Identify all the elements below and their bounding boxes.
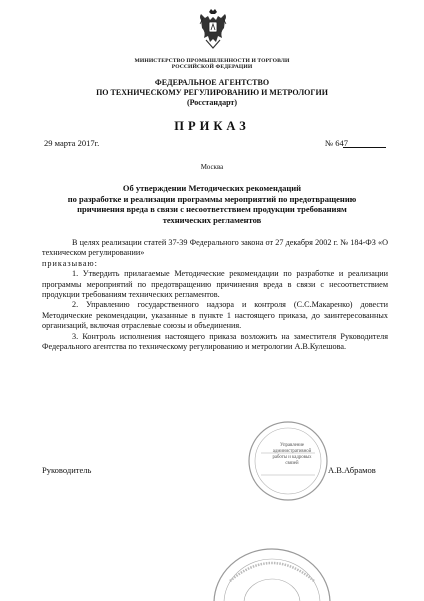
stamp-line-4: связей — [285, 461, 299, 466]
document-type: ПРИКАЗ — [174, 119, 250, 133]
title-line-2: по разработке и реализации программы мероприятий по предотвращению — [67, 193, 357, 204]
signatory-name: А.В.Абрамов — [328, 465, 376, 475]
title-line-3: причинения вреда в связи с несоответствием продукции требованиям — [77, 204, 347, 214]
stamp-line-2: административной — [272, 449, 312, 454]
intro-paragraph — [42, 238, 388, 269]
item-3: 3. Контроль исполнения настоящего приказа возложить на заместителя Руководителя Федерального агентства по техническому регулированию и метрологии А.В.Кулешова. — [42, 331, 388, 352]
agency-name-line2: ПО ТЕХНИЧЕСКОМУ РЕГУЛИРОВАНИЮ И МЕТРОЛОГИИ — [96, 88, 328, 97]
title-line-1: Об утверждении Методических рекомендаций — [122, 183, 302, 193]
document-number: № 647 — [325, 138, 348, 148]
item-2: 2. Управлению государственного надзора и контроля (С.С.Макаренко) довести Методические рекомендации, указанные в пункте 1 настоящего приказа, до заинтересованных организаций, включая отраслевые союзы и объединения. — [42, 300, 388, 331]
ministry-name-line2: РОССИЙСКОЙ ФЕДЕРАЦИИ — [171, 64, 253, 70]
ministry-name-line1: МИНИСТЕРСТВО ПРОМЫШЛЕННОСТИ И ТОРГОВЛИ — [134, 58, 290, 64]
decree-word: приказываю: — [42, 258, 98, 268]
document-body — [42, 238, 388, 352]
document-city: Москва — [200, 163, 224, 171]
registration-stamp — [210, 541, 334, 601]
agency-short-name: (Росстандарт) — [186, 98, 238, 107]
agency-name-line1: ФЕДЕРАЛЬНОЕ АГЕНТСТВО — [154, 78, 270, 87]
stamp-line-1: Управление — [279, 443, 305, 448]
document-title — [40, 183, 384, 225]
number-underline — [343, 147, 386, 148]
item-1: 1. Утвердить прилагаемые Методические рекомендации по разработке и реализации программы мероприятий по предотвращению причинения вреда в связи с несоответствием продукции требованиям технических регламентов. — [42, 269, 388, 300]
stamp-text — [266, 443, 318, 467]
intro-text: В целях реализации статей 37-39 Федерального закона от 27 декабря 2002 г. № 184-ФЗ «О техническом регулировании» — [42, 238, 388, 258]
title-line-4: технических регламентов — [162, 214, 262, 225]
stamp-line-3: работы и кадровых — [272, 455, 312, 460]
document-date: 29 марта 2017г. — [44, 138, 100, 148]
russian-coat-of-arms-icon — [198, 8, 228, 52]
signatory-title: Руководитель — [42, 465, 92, 475]
